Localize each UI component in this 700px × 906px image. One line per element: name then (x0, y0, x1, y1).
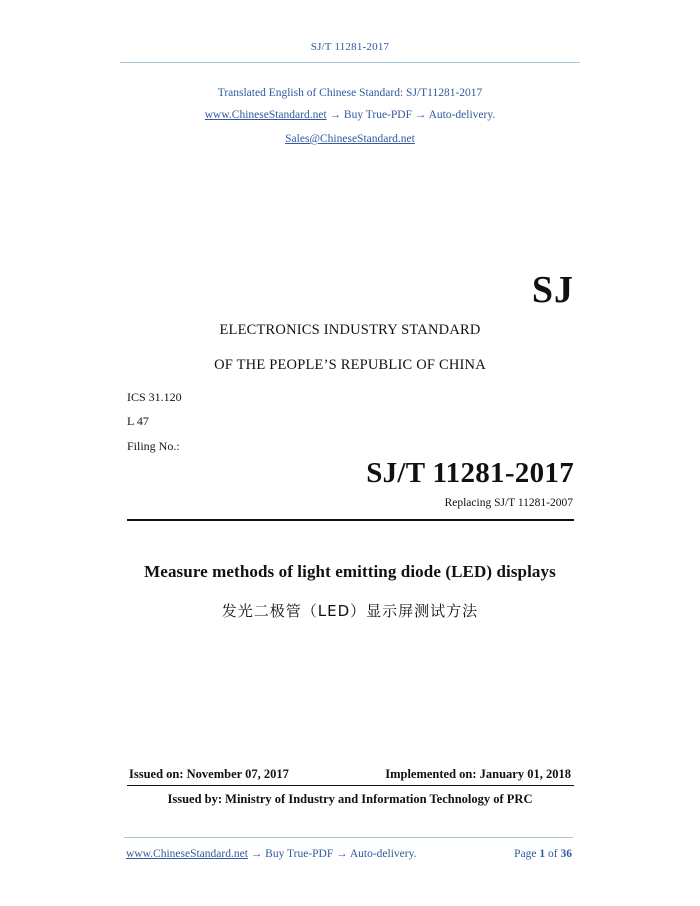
header-divider (120, 62, 580, 63)
page-total: 36 (560, 848, 572, 860)
site-link[interactable]: www.ChineseStandard.net (204, 109, 327, 121)
email-link[interactable]: Sales@ChineseStandard.net (285, 133, 415, 145)
footer-site-link[interactable]: www.ChineseStandard.net (126, 848, 248, 860)
page-of: of (548, 848, 558, 860)
ics-code: ICS 31.120 (127, 390, 182, 404)
filing-number: Filing No.: (127, 439, 180, 453)
title-divider (127, 519, 574, 521)
header-title: SJ/T 11281-2017 (310, 41, 390, 53)
buy-text: → Buy True-PDF → Auto-delivery. (329, 109, 496, 121)
standard-code: SJ/T 11281-2017 (366, 457, 574, 489)
page-label: Page (514, 848, 537, 860)
purchase-line (0, 109, 700, 121)
chinese-title: 发光二极管（LED）显示屏测试方法 (221, 602, 479, 620)
english-title: Measure methods of light emitting diode (LED) displays (144, 562, 556, 581)
standard-type-line2: OF THE PEOPLE’S REPUBLIC OF CHINA (214, 357, 486, 373)
page-indicator (514, 848, 572, 860)
standard-mark: SJ (531, 269, 574, 311)
implemented-on: Implemented on: January 01, 2018 (385, 767, 571, 781)
standard-type-line1: ELECTRONICS INDUSTRY STANDARD (219, 322, 481, 338)
issued-by: Issued by: Ministry of Industry and Information Technology of PRC (167, 792, 533, 806)
issued-on: Issued on: November 07, 2017 (129, 767, 289, 781)
email-line (0, 133, 700, 145)
page-current: 1 (539, 848, 546, 860)
translation-notice: Translated English of Chinese Standard: SJ/T11281-2017 (217, 87, 483, 99)
footer-purchase-line (126, 848, 416, 860)
replacing-note: Replacing SJ/T 11281-2007 (444, 497, 573, 509)
ccs-code: L 47 (127, 414, 149, 428)
footer-divider (124, 837, 573, 838)
issue-divider (127, 785, 574, 786)
footer-buy-text: → Buy True-PDF → Auto-delivery. (250, 848, 417, 860)
